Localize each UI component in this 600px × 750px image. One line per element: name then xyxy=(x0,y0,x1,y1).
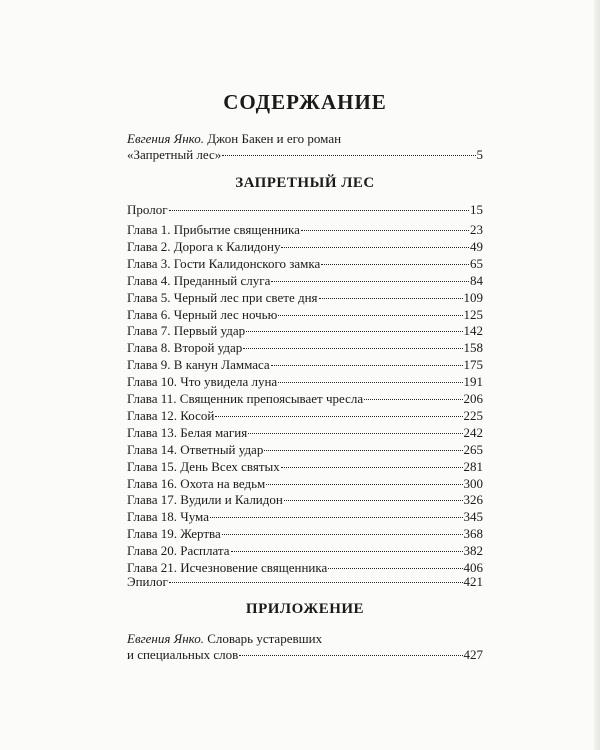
leader-dots xyxy=(231,551,463,552)
chapter-page: 142 xyxy=(463,323,483,339)
leader-dots xyxy=(266,484,462,485)
leader-dots xyxy=(222,534,463,535)
appendix-title-line1: Словарь устаревших xyxy=(207,631,323,646)
section-title: ЗАПРЕТНЫЙ ЛЕС xyxy=(235,175,375,191)
leader-dots xyxy=(239,655,462,656)
chapter-label: Глава 9. В канун Ламмаса xyxy=(127,357,270,373)
leader-dots xyxy=(301,230,469,231)
chapter-page: 109 xyxy=(463,289,483,305)
chapter-page: 345 xyxy=(463,509,483,525)
leader-dots xyxy=(215,416,462,417)
leader-dots xyxy=(246,331,462,332)
leader-dots xyxy=(284,500,463,501)
chapter-label: Глава 11. Священник препоясывает чресла xyxy=(127,391,364,406)
chapter-label: Глава 19. Жертва xyxy=(127,526,221,542)
leader-dots xyxy=(364,399,462,400)
leader-dots xyxy=(271,281,469,282)
leader-dots xyxy=(278,315,462,316)
leader-dots xyxy=(321,264,469,265)
chapter-page: 326 xyxy=(463,492,483,508)
chapter-entry xyxy=(127,339,483,356)
chapter-page: 300 xyxy=(463,475,483,491)
appendix-author: Евгения Янко. xyxy=(127,631,204,646)
chapter-label: Глава 3. Гости Калидонского замка xyxy=(127,255,321,271)
chapter-label: Глава 7. Первый удар xyxy=(127,323,246,339)
prologue-entry xyxy=(127,201,483,218)
chapter-page: 242 xyxy=(463,424,483,440)
chapter-page: 225 xyxy=(463,407,483,423)
chapter-page: 175 xyxy=(463,357,483,373)
leader-dots xyxy=(281,247,469,248)
chapter-page: 23 xyxy=(470,222,483,237)
leader-dots xyxy=(278,382,462,383)
chapter-label: Глава 5. Черный лес при свете дня xyxy=(127,289,318,305)
chapter-page: 406 xyxy=(463,560,483,575)
leader-dots xyxy=(319,298,463,299)
epilogue-page: 421 xyxy=(463,574,483,589)
chapter-label: Глава 14. Ответный удар xyxy=(127,441,264,457)
chapter-page: 191 xyxy=(463,374,483,390)
leader-dots xyxy=(328,568,462,569)
chapter-label: Глава 15. День Всех святых xyxy=(127,458,280,474)
chapter-entry xyxy=(127,508,483,525)
intro-title-line1: Джон Бакен и его роман xyxy=(207,131,342,146)
chapter-entry xyxy=(127,390,483,407)
chapter-label: Глава 4. Преданный слуга xyxy=(127,272,271,288)
chapter-entry xyxy=(127,458,483,475)
chapter-label: Глава 16. Охота на ведьм xyxy=(127,475,266,491)
chapter-entry xyxy=(127,491,483,508)
chapter-entry xyxy=(127,289,483,306)
intro-entry-line1 xyxy=(127,130,483,147)
leader-dots xyxy=(243,348,462,349)
chapter-entry xyxy=(127,322,483,339)
chapter-label: Глава 13. Белая магия xyxy=(127,424,248,440)
chapter-label: Глава 12. Косой xyxy=(127,407,215,423)
page-edge-shadow xyxy=(594,0,600,750)
intro-page: 5 xyxy=(476,147,483,162)
appendix-title-line2: и специальных слов xyxy=(127,647,239,662)
chapter-label: Глава 8. Второй удар xyxy=(127,340,243,356)
chapter-entry xyxy=(127,525,483,542)
chapter-label: Глава 10. Что увидела луна xyxy=(127,374,278,390)
intro-entry-line2 xyxy=(127,146,483,163)
chapter-page: 281 xyxy=(463,458,483,474)
chapter-page: 368 xyxy=(463,526,483,542)
chapter-entry xyxy=(127,441,483,458)
chapter-entry xyxy=(127,238,483,255)
chapter-entry xyxy=(127,272,483,289)
chapter-page: 158 xyxy=(463,340,483,356)
chapter-entry xyxy=(127,542,483,559)
leader-dots xyxy=(222,155,475,156)
chapter-page: 49 xyxy=(470,238,483,254)
chapter-page: 84 xyxy=(470,272,483,288)
chapter-entry xyxy=(127,356,483,373)
page-title: СОДЕРЖАНИЕ xyxy=(223,90,387,114)
chapter-entry xyxy=(127,475,483,492)
chapter-label: Глава 2. Дорога к Калидону xyxy=(127,238,281,254)
chapter-label: Глава 1. Прибытие священника xyxy=(127,222,300,237)
epilogue-label: Эпилог xyxy=(127,574,168,589)
chapter-entry xyxy=(127,306,483,323)
leader-dots xyxy=(248,433,462,434)
epilogue-entry xyxy=(127,573,483,590)
chapter-page: 125 xyxy=(463,306,483,322)
appendix-page: 427 xyxy=(463,647,483,662)
chapter-entry xyxy=(127,407,483,424)
leader-dots xyxy=(169,582,463,583)
chapter-label: Глава 6. Черный лес ночью xyxy=(127,306,278,322)
appendix-entry-line1 xyxy=(127,630,483,647)
leader-dots xyxy=(169,210,469,211)
chapter-entry xyxy=(127,424,483,441)
chapter-entry xyxy=(127,255,483,272)
chapter-entry xyxy=(127,221,483,238)
chapter-page: 265 xyxy=(463,441,483,457)
chapter-page: 382 xyxy=(463,543,483,559)
appendix-title: ПРИЛОЖЕНИЕ xyxy=(245,601,365,617)
leader-dots xyxy=(281,467,463,468)
chapter-label: Глава 17. Вудили и Калидон xyxy=(127,492,283,508)
prologue-label: Пролог xyxy=(127,202,168,217)
intro-author: Евгения Янко. xyxy=(127,131,204,146)
prologue-page: 15 xyxy=(470,202,483,217)
appendix-entry-line2 xyxy=(127,646,483,663)
chapter-page: 65 xyxy=(470,255,483,271)
chapter-page: 206 xyxy=(463,391,483,406)
leader-dots xyxy=(264,450,462,451)
leader-dots xyxy=(210,517,463,518)
chapter-label: Глава 21. Исчезновение священника xyxy=(127,560,328,575)
chapter-label: Глава 18. Чума xyxy=(127,509,209,525)
chapter-label: Глава 20. Расплата xyxy=(127,543,230,559)
leader-dots xyxy=(271,365,463,366)
chapter-entry xyxy=(127,373,483,390)
intro-title-line2: «Запретный лес» xyxy=(127,147,222,162)
